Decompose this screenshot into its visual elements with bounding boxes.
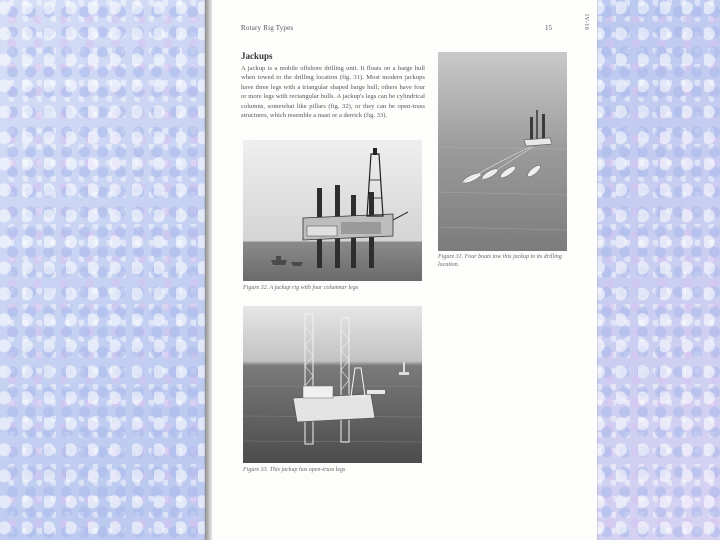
figure-33-photo <box>243 306 422 463</box>
figure-32-photo <box>243 140 422 281</box>
page-number: 15 <box>545 24 552 32</box>
page-side-mark: IV-16 <box>583 14 589 31</box>
figure-31-photo <box>438 52 567 251</box>
page-binding-shadow <box>205 0 212 540</box>
figure-33-caption: Figure 33. This jackup has open-truss legs <box>243 467 346 473</box>
running-head: Rotary Rig Types <box>241 24 294 32</box>
body-paragraph: A jackup is a mobile offshore drilling unit. It floats on a barge hull when towed to the drilling location (fig. 31). Most modern jackups have three legs with a triangular shaped barge hull; others have four or more legs with rectangular hulls. A jackup's legs can be cylindrical columns, somewhat like pillars (fig. 32), or they can be open-truss structures, which resemble a mast or a derrick (fig. 33). <box>241 65 425 120</box>
section-heading: Jackups <box>241 51 273 61</box>
figure-31-caption: Figure 31. Four boats tow this jackup to its drilling location. <box>438 254 562 268</box>
figure-32-caption: Figure 32. A jackup rig with four columnar legs <box>243 285 359 291</box>
figure-31-image <box>438 52 567 251</box>
figure-33-image <box>243 306 422 463</box>
figure-32-image <box>243 140 422 281</box>
document-page <box>205 0 597 540</box>
